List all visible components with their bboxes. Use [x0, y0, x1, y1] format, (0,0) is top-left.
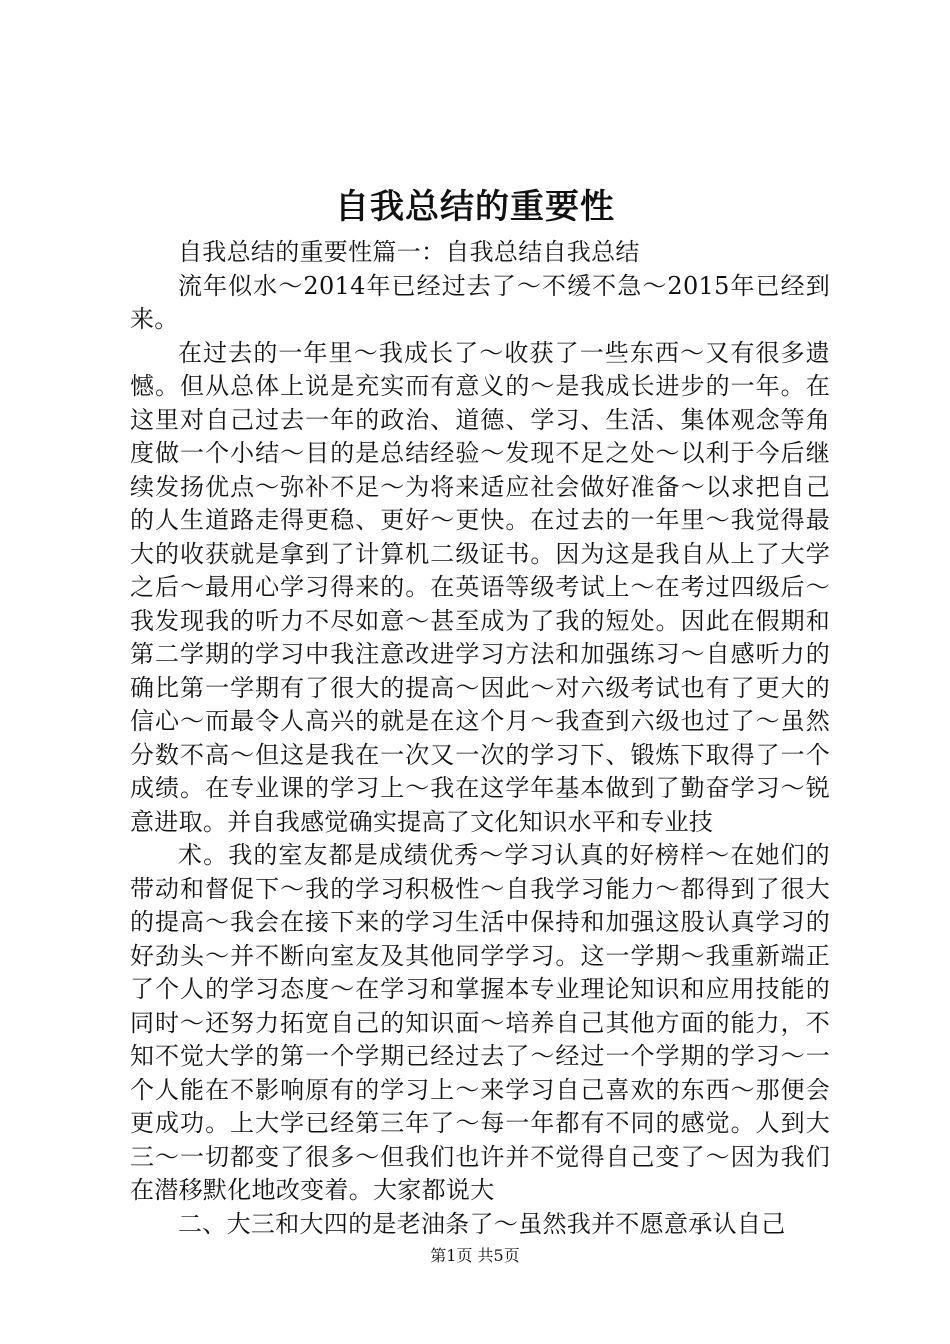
- paragraph: 二、大三和大四的是老油条了～虽然我并不愿意承认自己: [178, 1209, 786, 1238]
- document-body: [130, 236, 830, 1241]
- paragraph: 流年似水～2014年已经过去了～不缓不急～2015年已经到来。: [130, 271, 830, 333]
- paragraph: 在过去的一年里～我成长了～收获了一些东西～又有很多遗憾。但从总体上说是充实而有意义的～是我成长进步的一年。在这里对自己过去一年的政治、道德、学习、生活、集体观念等角度做一个小结～目的是总结经验～发现不足之处～以利于今后继续发扬优点～弥补不足～为将来适应社会做好准备～以求把自己的人生道路走得更稳、更好～更快。在过去的一年里～我觉得最大的收获就是拿到了计算机二级证书。因为这是我自从上了大学之后～最用心学习得来的。在英语等级考试上～在考过四级后～我发现我的听力不尽如意～甚至成为了我的短处。因此在假期和第二学期的学习中我注意改进学习方法和加强练习～自感听力的确比第一学期有了很大的提高～因此～对六级考试也有了更大的信心～而最令人高兴的就是在这个月～我查到六级也过了～虽然分数不高～但这是我在一次又一次的学习下、锻炼下取得了一个成绩。在专业课的学习上～我在这学年基本做到了勤奋学习～锐意进取。并自我感觉确实提高了文化知识水平和专业技: [130, 338, 830, 836]
- paragraph: 术。我的室友都是成绩优秀～学习认真的好榜样～在她们的带动和督促下～我的学习积极性～自我学习能力～都得到了很大的提高～我会在接下来的学习生活中保持和加强这股认真学习的好劲头～并不断向室友及其他同学学习。这一学期～我重新端正了个人的学习态度～在学习和掌握本专业理论知识和应用技能的同时～还努力拓宽自己的知识面～培养自己其他方面的能力，不知不觉大学的第一个学期已经过去了～经过一个学期的学习～一个人能在不影响原有的学习上～来学习自己喜欢的东西～那便会更成功。上大学已经第三年了～每一年都有不同的感觉。人到大三～一切都变了很多～但我们也许并不觉得自己变了～因为我们在潜移默化地改变着。大家都说大: [130, 841, 830, 1204]
- paragraph: 自我总结的重要性篇一：自我总结自我总结: [178, 238, 640, 266]
- page-number-footer: 第1页 共5页: [430, 1246, 520, 1265]
- document-title: 自我总结的重要性: [335, 187, 615, 227]
